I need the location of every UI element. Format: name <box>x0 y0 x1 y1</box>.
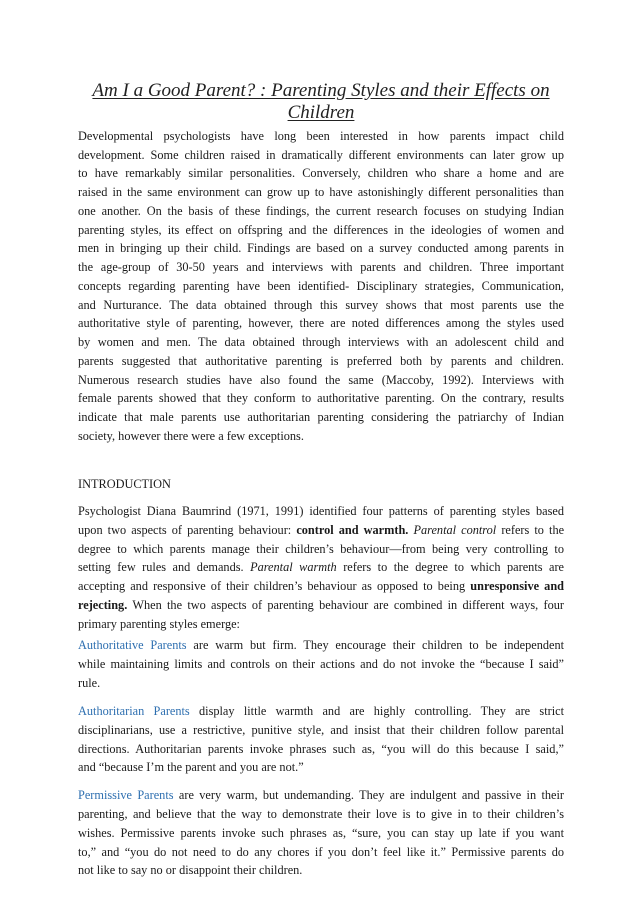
abstract-line: parents suggested that authoritative parenting is preferred both by parents and children. <box>78 354 564 368</box>
abstract-line: men in bringing up their child. Findings are based on a survey conducted among parents in <box>78 241 564 255</box>
style-line: disciplinarians, use a restrictive, punitive style, and insist that their children follow parental <box>78 723 564 737</box>
style-line: Authoritative Parents are warm but firm. They encourage their children to be independent <box>78 638 565 652</box>
intro-line: primary parenting styles emerge: <box>78 617 240 631</box>
permissive-term: Permissive Parents <box>78 788 174 802</box>
abstract-line: indicate that male parents use authoritarian parenting considering the patriarchy of Indian <box>78 410 564 424</box>
abstract-line: society, however there were a few exceptions. <box>78 429 304 443</box>
abstract-line: to have remarkably similar personalities. Conversely, children who share a home and are <box>78 166 564 180</box>
abstract-line: female parents showed that they conform to authoritative parenting. On the contrary, results <box>78 391 564 405</box>
intro-line: rejecting. When the two aspects of parenting behaviour are combined in different ways, four <box>78 598 565 612</box>
abstract-line: Developmental psychologists have long been interested in how parents impact child <box>78 129 564 143</box>
abstract-line: development. Some children raised in dramatically different environments can later grow up <box>78 148 564 162</box>
style-line: while maintaining limits and controls on their actions and do not invoke the “because I said” <box>78 657 564 671</box>
intro-line: upon two aspects of parenting behaviour: control and warmth. Parental control refers to the <box>78 523 565 537</box>
abstract-line: authoritative style of parenting, however, there are noted differences among the styles used <box>78 316 564 330</box>
intro-line: Psychologist Diana Baumrind (1971, 1991) identified four patterns of parenting styles based <box>78 504 564 518</box>
paper-title-line-2: Children <box>287 102 355 123</box>
abstract-line: the age-group of 30-50 years and interviews with parents and children. Three important <box>78 260 564 274</box>
style-line: rule. <box>78 676 101 690</box>
intro-line: accepting and responsive of their children’s behaviour as opposed to being unresponsive and <box>78 579 564 593</box>
style-line: to,” and “you do not need to do any chores if you don’t feel like it.” Permissive parents do <box>78 845 564 859</box>
style-line: and “because I’m the parent and you are not.” <box>78 760 304 774</box>
authoritarian-term: Authoritarian Parents <box>78 704 190 718</box>
abstract-line: one another. On the basis of these findings, the current research focuses on studying Indian <box>78 204 564 218</box>
style-line: parenting, and believe that the way to demonstrate their love is to give in to their children’s <box>78 807 564 821</box>
intro-line: degree to which parents manage their children’s behaviour—from being very controlling to <box>78 542 564 556</box>
paper-title-line-1: Am I a Good Parent? : Parenting Styles and their Effects on <box>92 80 550 101</box>
style-line: Authoritarian Parents display little warmth and are highly controlling. They are strict <box>78 704 564 718</box>
abstract-line: by women and men. The data obtained through interviews with an adolescent child and <box>78 335 564 349</box>
abstract-line: parenting styles, its effect on offspring and the differences in the ideologies of women and <box>78 223 564 237</box>
abstract-line: concepts regarding parenting have been identified- Disciplinary strategies, Communication, <box>78 279 564 293</box>
abstract-line: Numerous research studies have also found the same (Maccoby, 1992). Interviews with <box>78 373 564 387</box>
paper-title <box>78 80 564 124</box>
style-line: Permissive Parents are very warm, but undemanding. They are indulgent and passive in their <box>78 788 564 802</box>
intro-line: setting few rules and demands. Parental warmth refers to the degree to which parents are <box>78 560 565 574</box>
style-line: wishes. Permissive parents invoke such phrases as, “sure, you can stay up late if you want <box>78 826 564 840</box>
authoritative-term: Authoritative Parents <box>78 638 187 652</box>
style-line: not like to say no or disappoint their children. <box>78 863 303 877</box>
abstract-line: and Nurturance. The data obtained through this survey shows that most parents use the <box>78 298 564 312</box>
abstract-line: raised in the same environment can grow up to have astonishingly different personalities than <box>78 185 564 199</box>
section-heading-introduction: INTRODUCTION <box>78 477 171 491</box>
style-line: directions. Authoritarian parents invoke phrases such as, “you will do this because I said,” <box>78 742 564 756</box>
